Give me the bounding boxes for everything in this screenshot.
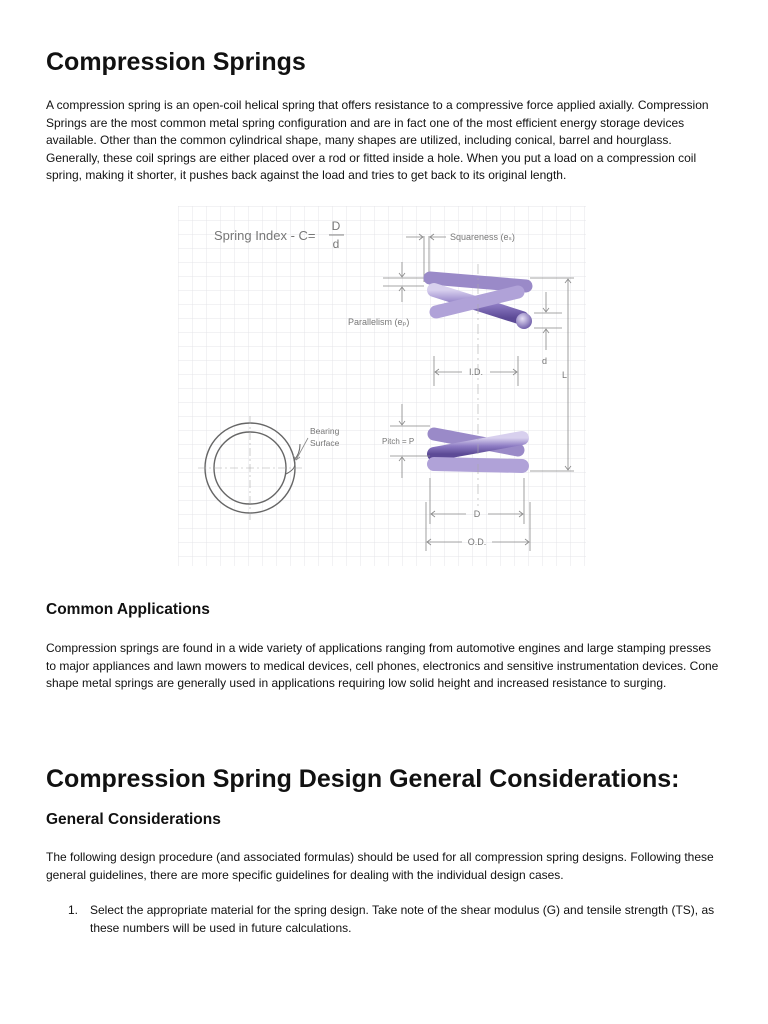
parallelism-label: Parallelism (eₚ) [348, 317, 410, 327]
list-item-text: Select the appropriate material for the spring design. Take note of the shear modulus (G) and tensile strength (TS), as these numbers will be used in future calculations. [90, 903, 715, 935]
spring-diagram-svg [178, 206, 586, 566]
squareness-label: Squareness (eₛ) [450, 232, 515, 242]
id-label: I.D. [468, 367, 484, 377]
general-considerations-heading: General Considerations [46, 811, 221, 828]
spring-index-label: Spring Index - C= [214, 228, 316, 243]
applications-heading: Common Applications [46, 601, 210, 618]
fraction-denominator: d [332, 237, 340, 251]
list-item [46, 902, 726, 937]
list-item-number: 1. [68, 903, 79, 917]
design-steps-list [46, 902, 726, 937]
page-title: Compression Springs [46, 48, 306, 76]
bearing-label-line1: Bearing [310, 426, 340, 436]
pitch-label: Pitch = P [382, 437, 415, 446]
spring-diagram [178, 206, 586, 566]
big-d-label: D [473, 509, 481, 519]
od-label: O.D. [467, 537, 487, 547]
design-title: Compression Spring Design General Considerations: [46, 765, 680, 793]
l-label: L [562, 370, 568, 380]
fraction-numerator: D [331, 219, 341, 233]
applications-paragraph: Compression springs are found in a wide variety of applications ranging from automotive engines and large stamping presses to major appliances and lawn mowers to medical devices, cell phones, electronics and sensitive instrumentation devices. Cone shape metal springs are generally used in applications requiring low solid height and increased resistance to surging. [46, 641, 719, 690]
intro-paragraph: A compression spring is an open-coil helical spring that offers resistance to a compressive force applied axially. Compression Springs are the most common metal spring configuration and are in fact one of the most efficient energy storage devices available. Other than the common cylindrical shape, many shapes are utilized, including conical, barrel and hourglass. Generally, these coil springs are either placed over a rod or fitted inside a hole. When you put a load on a compression coil spring, making it shorter, it pushes back against the load and tries to get back to its original length. [46, 98, 709, 182]
d-label: d [542, 356, 548, 366]
bearing-label-line2: Surface [310, 438, 340, 448]
general-considerations-paragraph: The following design procedure (and associated formulas) should be used for all compression spring designs. Following these general guidelines, there are more specific guidelines for dealing with the individual design cases. [46, 850, 714, 882]
wire-cross-section [516, 313, 532, 329]
